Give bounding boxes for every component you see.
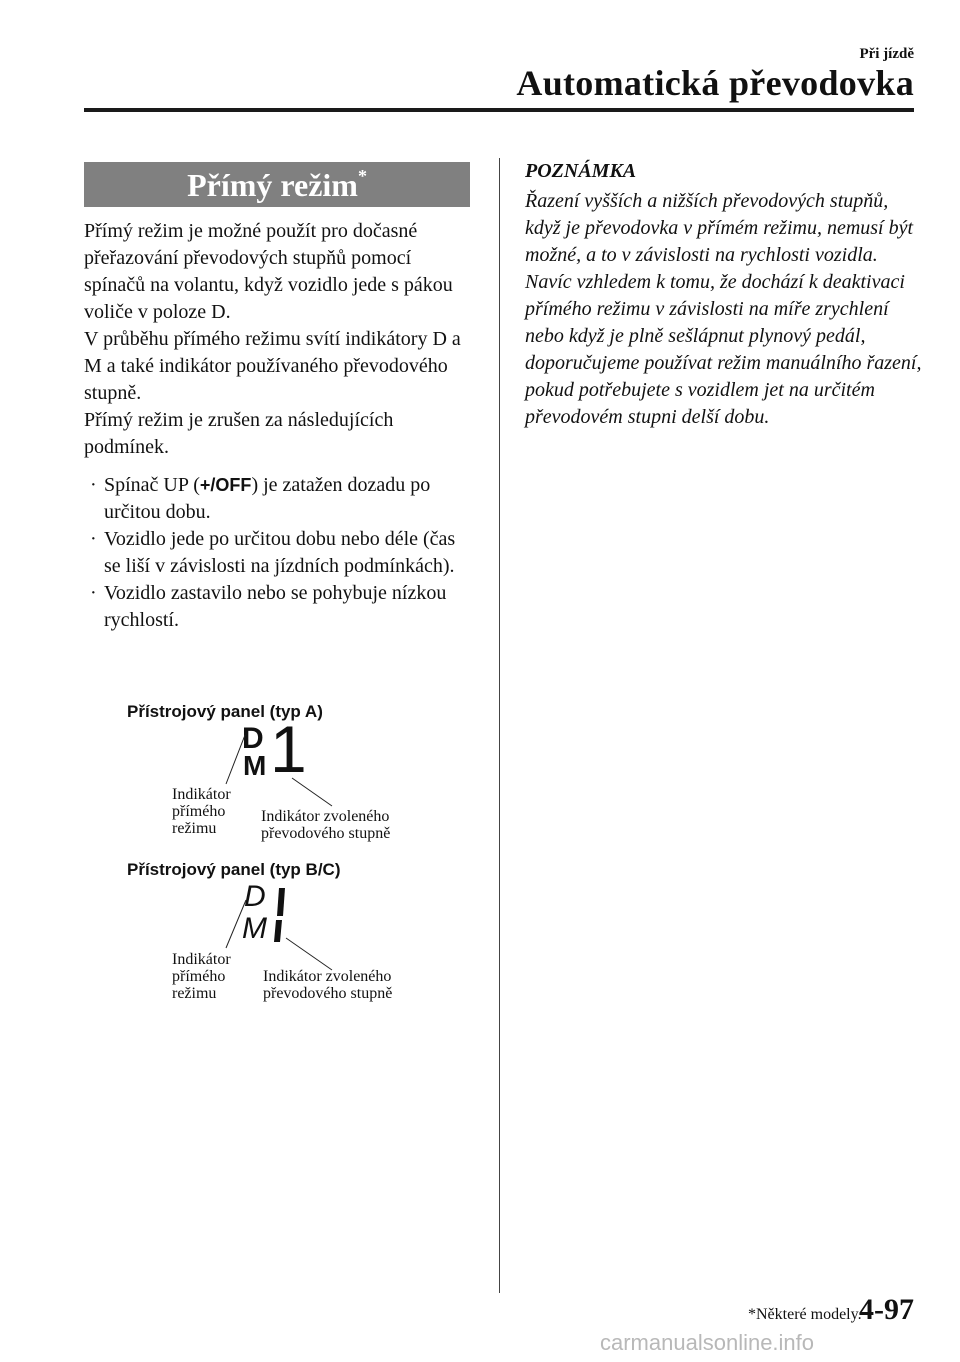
section-asterisk: * [357,166,367,186]
footnote: *Některé modely. [748,1306,862,1323]
list-item: · Spínač UP (+/OFF) je zatažen dozadu po určitou dobu. [90,474,431,523]
caption-line: Indikátor [172,951,231,968]
panel-bc-gear-caption [263,968,392,1002]
caption-line: Indikátor zvoleného [263,968,392,985]
list-item-text-pre: Spínač UP ( [104,474,200,496]
panel-a-m-indicator: M [243,750,267,781]
panel-a-d-indicator: D [242,722,264,755]
caption-line: Indikátor [172,786,231,803]
switch-label: +/OFF [199,475,252,495]
list-item-text: Vozidlo zastavilo nebo se pohybuje nízkou rychlostí. [104,582,447,631]
page-number: 4-97 [859,1293,914,1326]
chapter-label: Při jízdě [859,46,914,62]
caption-line: Indikátor zvoleného [261,808,390,825]
panel-bc-title: Přístrojový panel (typ B/C) [127,860,341,879]
section-title: Přímý režim [187,167,358,203]
list-item-text: Vozidlo jede po určitou dobu nebo déle (čas se liší v závislosti na jízdních podmínkách). [104,528,456,577]
panel-a-title: Přístrojový panel (typ A) [127,702,323,721]
caption-line: přímého [172,968,226,985]
paragraph-1: Přímý režim je možné použít pro dočasné přeřazování převodových stupňů pomocí spínačů na volantu, když vozidlo jede s pákou voliče v poloze D. [84,220,453,323]
note-text: Řazení vyšších a nižších převodových stupňů, když je převodovka v přímém režimu, nemusí být možné, a to v závislosti na rychlosti vozidla. Navíc vzhledem k tomu, že dochází k deaktivaci přímého režimu v závislosti na míře zrychlení nebo když je plně sešlápnut plynový pedál, doporučujeme používat režim manuálního řazení, pokud potřebujete s vozidlem jet na určitém převodovém stupni delší dobu. [525,190,922,428]
panel-bc-mode-caption [172,951,231,1002]
watermark: carmanualsonline.info [600,1330,815,1355]
caption-line: převodového stupně [261,825,391,842]
list-item-text-post: ) je zatažen dozadu po určitou dobu. [104,474,431,523]
list-item: · Vozidlo jede po určitou dobu nebo déle (čas se liší v závislosti na jízdních podmínkách). [90,528,456,577]
note-title: POZNÁMKA [525,160,637,182]
caption-line: převodového stupně [263,985,393,1002]
panel-bc-m-indicator: M [242,912,267,945]
caption-line: režimu [172,820,217,837]
panel-a-gear-indicator: 1 [270,712,307,786]
paragraph-2: V průběhu přímého režimu svítí indikátory D a M a také indikátor používaného převodového stupně. [84,328,461,404]
list-item: · Vozidlo zastavilo nebo se pohybuje nízkou rychlostí. [90,582,447,631]
caption-line: přímého [172,803,226,820]
page-title: Automatická převodovka [516,63,914,103]
panel-bc-d-indicator: D [244,880,266,913]
paragraph-3: Přímý režim je zrušen za následujících podmínek. [84,409,394,458]
caption-line: režimu [172,985,217,1002]
